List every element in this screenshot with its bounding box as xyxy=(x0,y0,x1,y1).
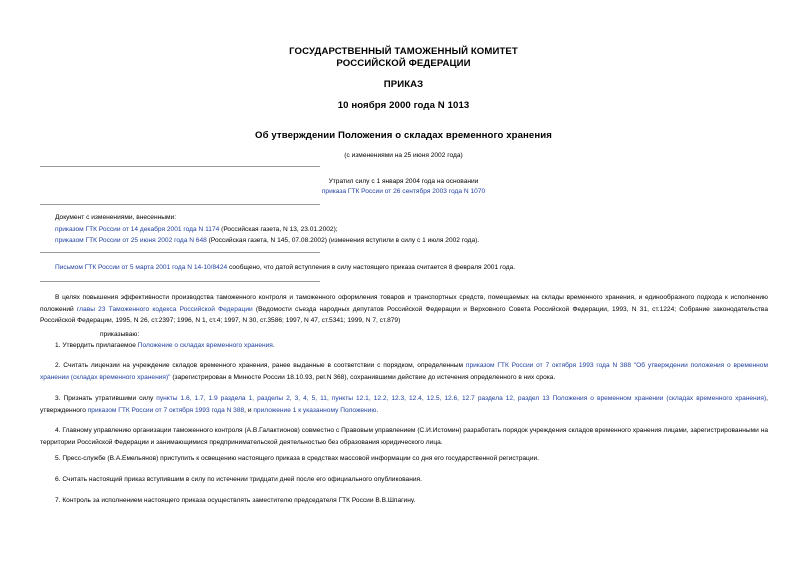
order-item-5: 5. Пресс-службе (В.А.Емельянов) приступить к освещению настоящего приказа в средствах массовой информации со дня его государственной регистрации. xyxy=(55,455,540,462)
item-text: . xyxy=(376,406,379,414)
order-item-1 xyxy=(55,342,275,350)
item-text: 2. Считать лицензии на учреждение складов временного хранения, ранее выданные в соответствии с порядком, определенным xyxy=(55,362,466,369)
document-date-number: 10 ноября 2000 года N 1013 xyxy=(337,100,470,111)
item-text: , утвержденного xyxy=(40,395,768,414)
item-text: , и xyxy=(244,406,254,414)
warehouse-regulation-link[interactable]: Положение о складах временного хранения xyxy=(137,342,273,349)
appendix-1-link[interactable]: приложение 1 к указанному Положению xyxy=(253,406,377,414)
validity-status: Утратил силу с 1 января 2004 года на основании xyxy=(328,178,479,185)
changes-item xyxy=(55,237,479,245)
divider xyxy=(40,252,320,253)
order-item-2 xyxy=(40,360,768,383)
repealed-sections-link[interactable]: пункты 1.6, 1.7, 1.9 раздела 1, разделы 2, 3, 4, 5, 11, пункты 12.1, 12.2, 12.3, 12.4, 12.5, 12.6, 12.7 раздела 12, раздел 13 Положения о временном хранении (складах временного хранения) xyxy=(156,395,767,402)
organization-name-line1: ГОСУДАРСТВЕННЫЙ ТАМОЖЕННЫЙ КОМИТЕТ xyxy=(289,46,518,57)
preamble-text: В целях повышения эффективности производства таможенного контроля и таможенного оформления товаров и транспортных средств, помещаемых на склады временного хранения, и единообразного подхода к исполнению положений xyxy=(40,294,768,313)
amendment-link-648[interactable]: приказом ГТК России от 25 июня 2002 года N 648 xyxy=(55,237,207,244)
effective-date-text: сообщено, что датой вступления в силу настоящего приказа считается 8 февраля 2001 года. xyxy=(227,264,516,271)
changes-item xyxy=(55,226,338,234)
changes-item-text: (Российская газета, N 145, 07.08.2002) (изменения вступили в силу с 1 июля 2002 года). xyxy=(206,237,480,244)
validity-status-link-line xyxy=(0,188,807,195)
document-title: Об утверждении Положения о складах временного хранения xyxy=(255,130,552,141)
order-388-link-2[interactable]: приказом ГТК России от 7 октября 1993 года N 388 xyxy=(87,406,245,414)
item-text: 3. Признать утратившими силу xyxy=(55,395,157,402)
amendment-note: (с изменениями на 25 июня 2002 года) xyxy=(344,152,463,159)
item-text: (зарегистрирован в Минюсте России 18.10.93, рег.N 368), сохранившими действие до истечения определенного в них срока. xyxy=(170,373,556,381)
divider xyxy=(40,166,320,167)
order-item-4: 4. Главному управлению организации таможенного контроля (А.В.Галактионов) совместно с Правовым управлением (С.И.Истомин) разработать порядок учреждения складов временного хранения лицами, зарегистрированными на территории Российской Федерации и занимающимися предпринимательской деятельностью без образования юридического лица. xyxy=(40,427,768,446)
organization-name-line2: РОССИЙСКОЙ ФЕДЕРАЦИИ xyxy=(336,58,471,69)
preamble-text: (Ведомости съезда народных депутатов Российской Федерации и Верховного Совета Российской Федерации, 1993, N 31, ст.1224; Собрание законодательства Российской Федерации, 1995, N 26, ст.2397; 1996, N 1, ст.4; 1997, N 30, ст.3586; 1997, N 47, ст.5341; 1999, N 7, ст.879) xyxy=(40,305,768,324)
repeal-order-link[interactable]: приказа ГТК России от 26 сентября 2003 года N 1070 xyxy=(321,188,486,195)
divider xyxy=(40,281,320,282)
changes-item-text: (Российская газета, N 13, 23.01.2002); xyxy=(219,226,338,233)
amendment-link-1174[interactable]: приказом ГТК России от 14 декабря 2001 года N 1174 xyxy=(55,226,220,233)
order-388-link[interactable]: приказом ГТК России от 7 октября 1993 года N 388 "Об утверждении положения о временном хранении (складах временного хранения)" xyxy=(40,362,769,381)
letter-link-14-10-8424[interactable]: Письмом ГТК России от 5 марта 2001 года N 14-10/8424 xyxy=(55,264,228,271)
order-item-3 xyxy=(40,393,768,416)
divider xyxy=(40,204,320,205)
preamble-paragraph xyxy=(40,292,768,327)
item-text: . xyxy=(272,342,275,349)
customs-code-chapter-23-link[interactable]: главы 23 Таможенного кодекса Российской Федерации xyxy=(76,305,253,313)
item-text: 1. Утвердить прилагаемое xyxy=(55,342,138,349)
order-item-7: 7. Контроль за исполнением настоящего приказа осуществлять заместителю председателя ГТК России В.В.Шпагину. xyxy=(55,497,416,504)
order-word: приказываю: xyxy=(100,331,140,338)
order-item-6: 6. Считать настоящий приказ вступившим в силу по истечении тридцати дней после его официального опубликования. xyxy=(55,476,422,483)
document-type: ПРИКАЗ xyxy=(383,79,424,90)
effective-date-note xyxy=(55,264,515,272)
changes-intro: Документ с изменениями, внесенными: xyxy=(55,214,177,221)
